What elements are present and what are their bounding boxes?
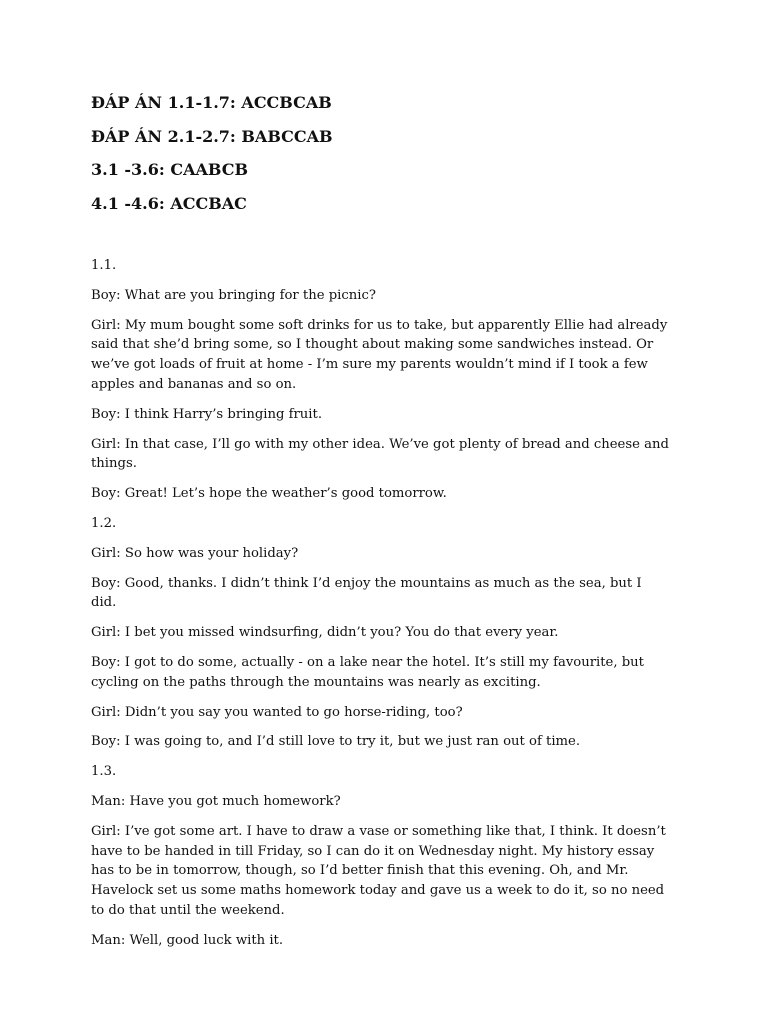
dialogue-line: Boy: I think Harry’s bringing fruit. <box>91 406 323 422</box>
dialogue-line: Girl: So how was your holiday? <box>91 545 299 561</box>
dialogue-line: Man: Have you got much homework? <box>91 793 341 809</box>
dialogue-line: Boy: Great! Let’s hope the weather’s good tomorrow. <box>91 486 447 502</box>
dialogue-line: Girl: In that case, I’ll go with my other idea. We’ve got plenty of bread and cheese and things. <box>91 436 669 472</box>
section-heading-1-3: 1.3. <box>91 764 117 780</box>
section-heading-1-2: 1.2. <box>91 515 117 531</box>
dialogue-line: Man: Well, good luck with it. <box>91 932 284 948</box>
answer-key-line-4: 4.1 -4.6: ACCBAC <box>91 193 247 213</box>
dialogue-line: Girl: I bet you missed windsurfing, didn’t you? You do that every year. <box>91 625 559 641</box>
dialogue-line: Boy: I got to do some, actually - on a lake near the hotel. It’s still my favourite, but cycling on the paths through the mountains was nearly as exciting. <box>91 654 644 690</box>
dialogue-line: Girl: Didn’t you say you wanted to go horse-riding, too? <box>91 704 463 720</box>
answer-key-line-2: ĐÁP ÁN 2.1-2.7: BABCCAB <box>91 126 333 146</box>
dialogue-line: Boy: I was going to, and I’d still love to try it, but we just ran out of time. <box>91 734 581 750</box>
answer-key <box>91 92 333 226</box>
answer-key-line-3: 3.1 -3.6: CAABCB <box>91 160 248 179</box>
dialogue-line: Boy: What are you bringing for the picnic? <box>91 287 376 303</box>
answer-key-line-1: ĐÁP ÁN 1.1-1.7: ACCBCAB <box>91 93 332 112</box>
listening-transcript <box>91 256 671 961</box>
dialogue-line: Girl: My mum bought some soft drinks for us to take, but apparently Ellie had already said that she’d bring some, so I thought about making some sandwiches instead. Or we’ve got loads of fruit at home - I’m sure my parents wouldn’t mind if I took a few apples and bananas and so on. <box>91 317 668 392</box>
dialogue-line: Boy: Good, thanks. I didn’t think I’d enjoy the mountains as much as the sea, but I did. <box>91 575 642 611</box>
dialogue-line: Girl: I’ve got some art. I have to draw a vase or something like that, I think. It doesn’t have to be handed in till Friday, so I can do it on Wednesday night. My history essay has to be in tomorrow, though, so I’d better finish that this evening. Oh, and Mr. Havelock set us some maths homework today and gave us a week to do it, so no need to do that until the weekend. <box>91 823 666 918</box>
section-heading-1-1: 1.1. <box>91 258 117 273</box>
